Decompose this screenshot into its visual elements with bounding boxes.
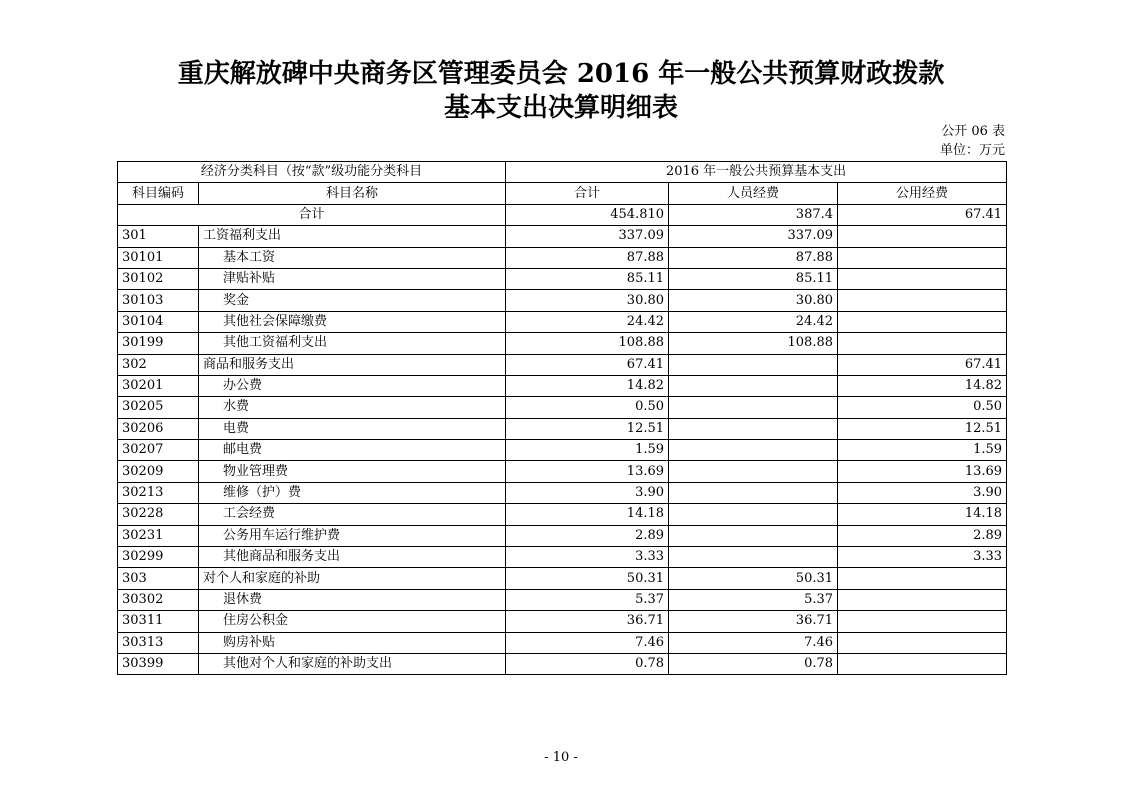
- total-public: 67.41: [838, 204, 1007, 225]
- row-total: 12.51: [506, 418, 669, 439]
- row-total: 108.88: [506, 333, 669, 354]
- row-public: [838, 632, 1007, 653]
- row-personnel: [669, 525, 838, 546]
- table-row: [118, 440, 1007, 461]
- table-row: [118, 375, 1007, 396]
- row-name: 公务用车运行维护费: [199, 525, 506, 546]
- row-name: 其他社会保障缴费: [199, 311, 506, 332]
- row-total: 0.50: [506, 397, 669, 418]
- row-name: 工会经费: [199, 504, 506, 525]
- header-group-row: [118, 162, 1007, 183]
- header-group-economic-class: 经济分类科目（按“款”级功能分类科目: [118, 162, 506, 183]
- row-name: 工资福利支出: [199, 226, 506, 247]
- table-row: [118, 226, 1007, 247]
- row-code: 302: [118, 354, 199, 375]
- row-name: 其他商品和服务支出: [199, 547, 506, 568]
- header-code: 科目编码: [118, 183, 199, 204]
- row-name: 水费: [199, 397, 506, 418]
- row-code: 30104: [118, 311, 199, 332]
- table-row: [118, 547, 1007, 568]
- row-personnel: 5.37: [669, 589, 838, 610]
- row-public: 12.51: [838, 418, 1007, 439]
- row-code: 30228: [118, 504, 199, 525]
- row-public: 13.69: [838, 461, 1007, 482]
- row-total: 67.41: [506, 354, 669, 375]
- row-personnel: [669, 547, 838, 568]
- page-number: - 10 -: [544, 750, 578, 765]
- row-personnel: 85.11: [669, 268, 838, 289]
- table-row: [118, 247, 1007, 268]
- row-name: 办公费: [199, 375, 506, 396]
- row-name: 电费: [199, 418, 506, 439]
- row-public: [838, 268, 1007, 289]
- row-total: 13.69: [506, 461, 669, 482]
- row-public: [838, 290, 1007, 311]
- table-row: [118, 653, 1007, 674]
- row-public: [838, 333, 1007, 354]
- row-public: [838, 589, 1007, 610]
- row-total: 2.89: [506, 525, 669, 546]
- row-public: [838, 611, 1007, 632]
- total-row: [118, 204, 1007, 225]
- row-name: 维修（护）费: [199, 482, 506, 503]
- row-total: 87.88: [506, 247, 669, 268]
- table-row: [118, 504, 1007, 525]
- row-public: 14.82: [838, 375, 1007, 396]
- row-public: 1.59: [838, 440, 1007, 461]
- row-code: 30205: [118, 397, 199, 418]
- table-row: [118, 268, 1007, 289]
- header-public: 公用经费: [838, 183, 1007, 204]
- row-code: 30311: [118, 611, 199, 632]
- table-row: [118, 311, 1007, 332]
- row-name: 其他对个人和家庭的补助支出: [199, 653, 506, 674]
- header-personnel: 人员经费: [669, 183, 838, 204]
- row-public: 67.41: [838, 354, 1007, 375]
- row-name: 津贴补贴: [199, 268, 506, 289]
- row-total: 50.31: [506, 568, 669, 589]
- row-personnel: 0.78: [669, 653, 838, 674]
- report-title-line1: 重庆解放碑中央商务区管理委员会 2016 年一般公共预算财政拨款: [177, 59, 945, 89]
- row-name: 对个人和家庭的补助: [199, 568, 506, 589]
- table-row: [118, 482, 1007, 503]
- header-name: 科目名称: [199, 183, 506, 204]
- table-row: [118, 290, 1007, 311]
- row-code: 30101: [118, 247, 199, 268]
- report-title-line2: 基本支出决算明细表: [443, 93, 678, 123]
- row-public: 2.89: [838, 525, 1007, 546]
- row-public: [838, 311, 1007, 332]
- row-personnel: [669, 482, 838, 503]
- row-public: [838, 247, 1007, 268]
- row-total: 30.80: [506, 290, 669, 311]
- row-personnel: 24.42: [669, 311, 838, 332]
- row-code: 30313: [118, 632, 199, 653]
- row-total: 24.42: [506, 311, 669, 332]
- row-code: 30213: [118, 482, 199, 503]
- row-code: 30299: [118, 547, 199, 568]
- row-total: 337.09: [506, 226, 669, 247]
- table-row: [118, 611, 1007, 632]
- row-name: 其他工资福利支出: [199, 333, 506, 354]
- row-public: 3.33: [838, 547, 1007, 568]
- header-group-basic-expenditure: 2016 年一般公共预算基本支出: [506, 162, 1007, 183]
- row-public: 0.50: [838, 397, 1007, 418]
- row-total: 3.33: [506, 547, 669, 568]
- row-personnel: 108.88: [669, 333, 838, 354]
- expenditure-table: [117, 161, 1007, 675]
- row-total: 5.37: [506, 589, 669, 610]
- row-code: 30201: [118, 375, 199, 396]
- row-public: 14.18: [838, 504, 1007, 525]
- row-total: 1.59: [506, 440, 669, 461]
- row-personnel: [669, 504, 838, 525]
- row-code: 301: [118, 226, 199, 247]
- row-name: 购房补贴: [199, 632, 506, 653]
- total-personnel: 387.4: [669, 204, 838, 225]
- row-code: 30199: [118, 333, 199, 354]
- row-code: 30399: [118, 653, 199, 674]
- row-personnel: 36.71: [669, 611, 838, 632]
- row-personnel: 87.88: [669, 247, 838, 268]
- row-code: 30207: [118, 440, 199, 461]
- table-row: [118, 397, 1007, 418]
- row-personnel: [669, 397, 838, 418]
- row-public: [838, 568, 1007, 589]
- header-column-row: [118, 183, 1007, 204]
- table-body: [118, 162, 1007, 675]
- row-code: 30302: [118, 589, 199, 610]
- row-personnel: 30.80: [669, 290, 838, 311]
- table-row: [118, 568, 1007, 589]
- table-row: [118, 354, 1007, 375]
- row-personnel: [669, 461, 838, 482]
- row-code: 30206: [118, 418, 199, 439]
- row-personnel: 50.31: [669, 568, 838, 589]
- row-total: 14.18: [506, 504, 669, 525]
- row-name: 物业管理费: [199, 461, 506, 482]
- table-row: [118, 589, 1007, 610]
- row-code: 30209: [118, 461, 199, 482]
- table-row: [118, 525, 1007, 546]
- unit-label: 单位：万元: [939, 143, 1005, 158]
- row-name: 住房公积金: [199, 611, 506, 632]
- row-personnel: [669, 354, 838, 375]
- row-personnel: 337.09: [669, 226, 838, 247]
- row-total: 14.82: [506, 375, 669, 396]
- row-public: [838, 653, 1007, 674]
- row-public: [838, 226, 1007, 247]
- row-name: 邮电费: [199, 440, 506, 461]
- table-row: [118, 632, 1007, 653]
- row-total: 7.46: [506, 632, 669, 653]
- row-personnel: 7.46: [669, 632, 838, 653]
- header-total: 合计: [506, 183, 669, 204]
- total-label: 合计: [118, 204, 506, 225]
- row-name: 奖金: [199, 290, 506, 311]
- row-personnel: [669, 440, 838, 461]
- row-total: 0.78: [506, 653, 669, 674]
- row-personnel: [669, 418, 838, 439]
- row-name: 商品和服务支出: [199, 354, 506, 375]
- form-number: 公开 06 表: [941, 124, 1005, 139]
- row-public: 3.90: [838, 482, 1007, 503]
- row-name: 基本工资: [199, 247, 506, 268]
- row-name: 退休费: [199, 589, 506, 610]
- row-total: 3.90: [506, 482, 669, 503]
- row-code: 303: [118, 568, 199, 589]
- row-personnel: [669, 375, 838, 396]
- row-total: 85.11: [506, 268, 669, 289]
- row-total: 36.71: [506, 611, 669, 632]
- total-sum: 454.810: [506, 204, 669, 225]
- row-code: 30102: [118, 268, 199, 289]
- row-code: 30231: [118, 525, 199, 546]
- row-code: 30103: [118, 290, 199, 311]
- table-row: [118, 333, 1007, 354]
- table-row: [118, 461, 1007, 482]
- table-row: [118, 418, 1007, 439]
